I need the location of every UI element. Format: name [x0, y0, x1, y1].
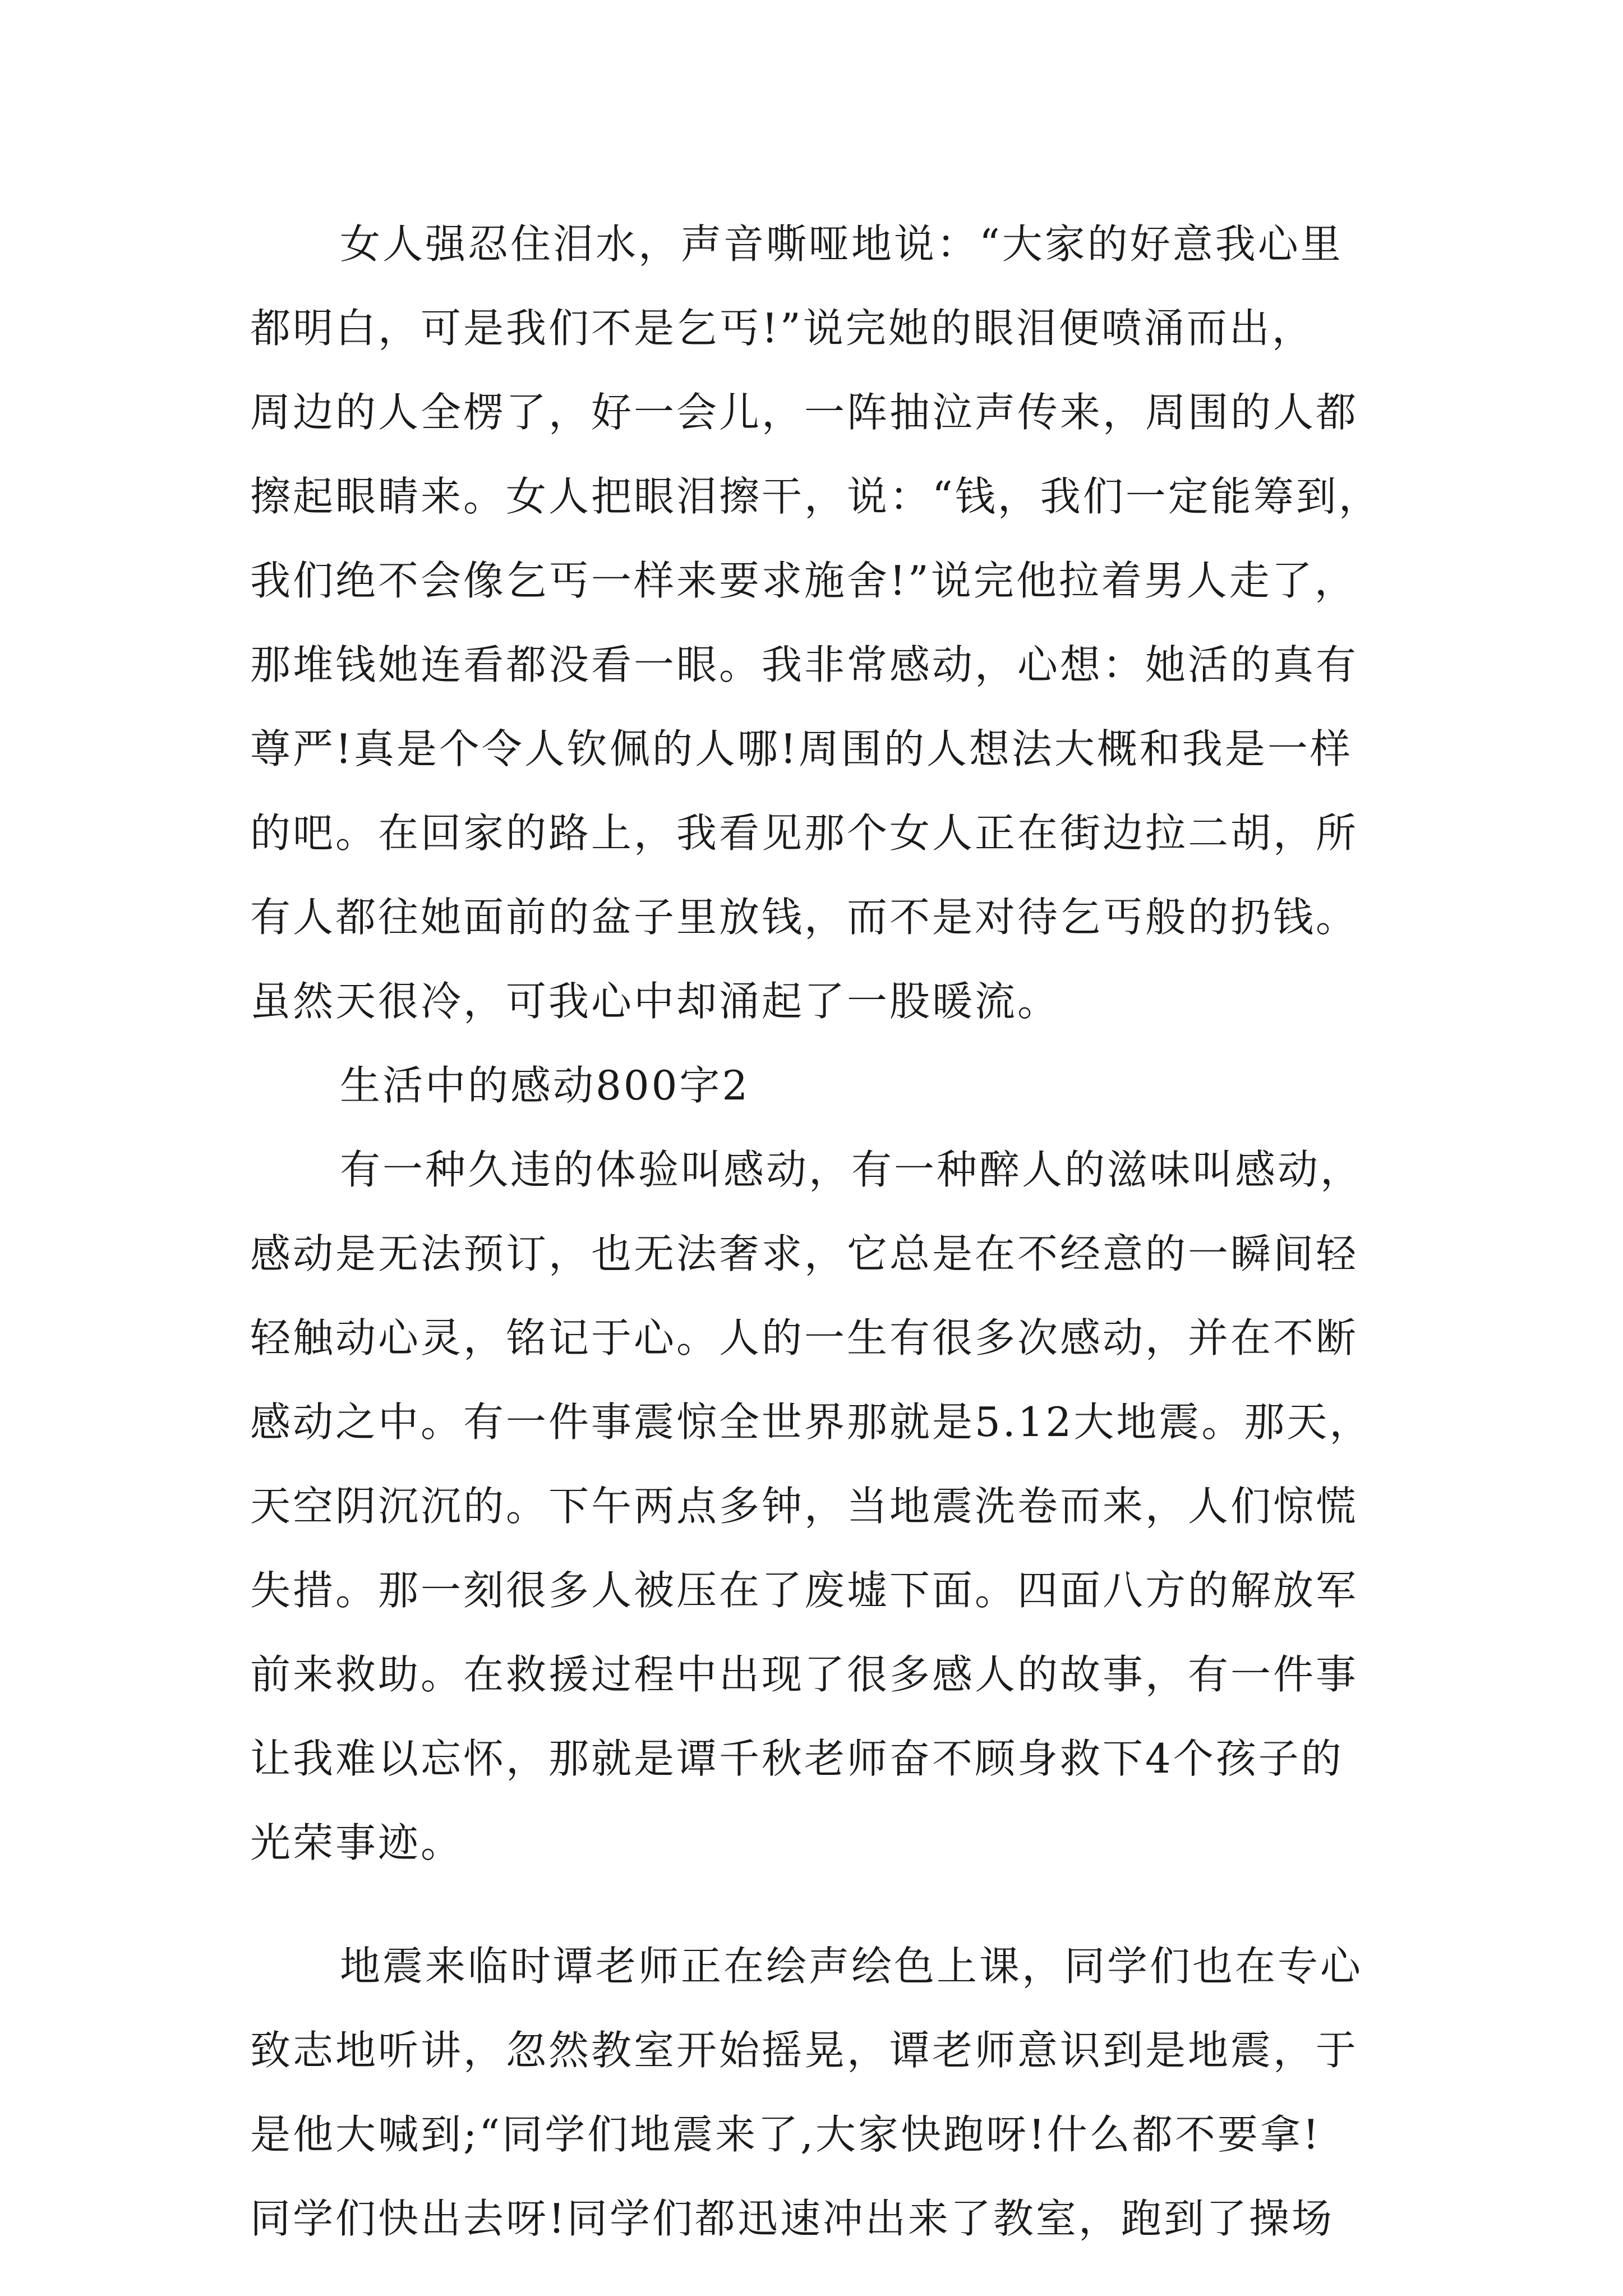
text-line: 让我难以忘怀，那就是谭千秋老师奋不顾身救下4个孩子的 — [250, 1735, 1344, 1782]
text-line: 尊严!真是个令人钦佩的人哪!周围的人想法大概和我是一样 — [250, 725, 1353, 772]
text-line: 天空阴沉沉的。下午两点多钟，当地震洗卷而来，人们惊慌 — [250, 1483, 1359, 1530]
text-line: 感动是无法预订，也无法奢求，它总是在不经意的一瞬间轻 — [250, 1230, 1359, 1277]
text-line: 女人强忍住泪水，声音嘶哑地说：“大家的好意我心里 — [340, 220, 1343, 268]
text-line: 地震来临时谭老师正在绘声绘色上课，同学们也在专心 — [340, 1943, 1363, 1990]
text-line: 是他大喊到;“同学们地震来了,大家快跑呀!什么都不要拿! — [250, 2111, 1321, 2158]
text-line: 轻触动心灵，铭记于心。人的一生有很多次感动，并在不断 — [250, 1314, 1359, 1361]
section-heading: 生活中的感动800字2 — [340, 1062, 750, 1109]
text-line: 前来救助。在救援过程中出现了很多感人的故事，有一件事 — [250, 1651, 1359, 1698]
text-line: 致志地听讲，忽然教室开始摇晃，谭老师意识到是地震，于 — [250, 2027, 1359, 2074]
text-line: 光荣事迹。 — [250, 1819, 464, 1866]
text-line: 同学们快出去呀!同学们都迅速冲出来了教室，跑到了操场 — [250, 2195, 1334, 2242]
text-line: 有人都往她面前的盆子里放钱，而不是对待乞丐般的扔钱。 — [250, 894, 1359, 941]
text-line: 都明白，可是我们不是乞丐!”说完她的眼泪便喷涌而出， — [250, 305, 1315, 352]
text-line: 虽然天很冷，可我心中却涌起了一股暖流。 — [250, 978, 1061, 1025]
text-line: 的吧。在回家的路上，我看见那个女人正在街边拉二胡，所 — [250, 809, 1359, 857]
text-line: 失措。那一刻很多人被压在了废墟下面。四面八方的解放军 — [250, 1567, 1359, 1614]
text-line: 周边的人全楞了，好一会儿，一阵抽泣声传来，周围的人都 — [250, 389, 1359, 436]
text-line: 我们绝不会像乞丐一样来要求施舍!”说完他拉着男人走了， — [250, 557, 1357, 604]
text-line: 那堆钱她连看都没看一眼。我非常感动，心想：她活的真有 — [250, 641, 1359, 688]
text-line: 有一种久违的体验叫感动，有一种醉人的滋味叫感动， — [340, 1146, 1363, 1193]
text-line: 感动之中。有一件事震惊全世界那就是5.12大地震。那天， — [250, 1398, 1372, 1446]
text-line: 擦起眼睛来。女人把眼泪擦干，说：“钱，我们一定能筹到， — [250, 473, 1381, 520]
